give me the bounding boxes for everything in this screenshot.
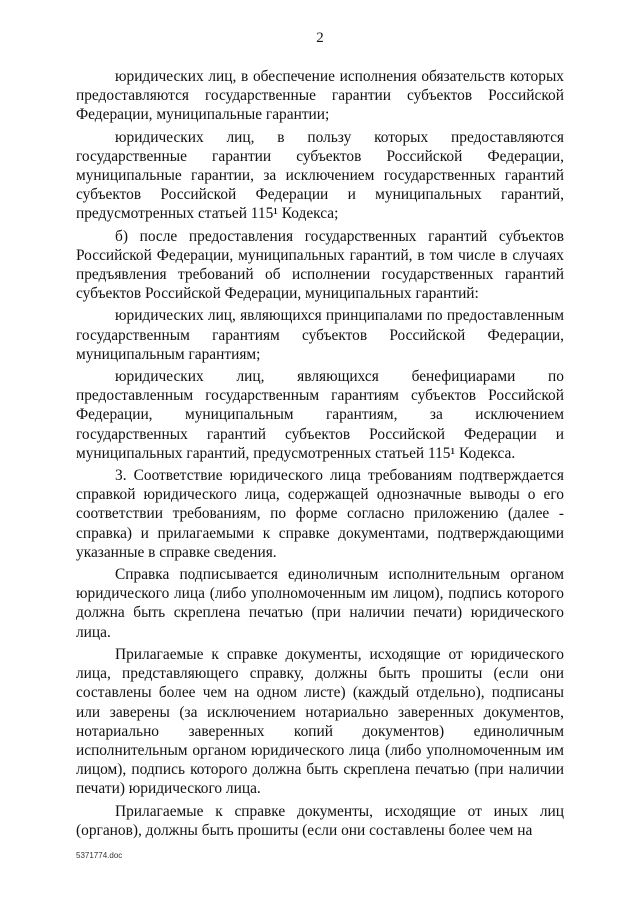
paragraph-subsection-b: б) после предоставления государственных гарантий субъектов Российской Федерации, муниципальных гарантий, в том числе в случаях предъявления требований об исполнении государственных гарантий субъектов Российской Федерации, муниципальных гарантий: bbox=[76, 227, 564, 303]
paragraph-attached-documents-others: Прилагаемые к справке документы, исходящие от иных лиц (органов), должны быть прошиты (если они составлены более чем на bbox=[76, 802, 564, 839]
document-file-code: 5371774.doc bbox=[76, 851, 123, 860]
paragraph-attached-documents-own: Прилагаемые к справке документы, исходящие от юридического лица, представляющего справку, должны быть прошиты (если они составлены более чем на одном листе) (каждый отдельно), подписаны или заверены (за исключением нотариально заверенных документов, нотариально заверенных копий документов) единоличным исполнительным органом юридического лица (либо уполномоченным им лицом), подпись которого должна быть скреплена печатью (при наличии печати) юридического лица. bbox=[76, 645, 564, 798]
paragraph-section-3: 3. Соответствие юридического лица требованиям подтверждается справкой юридического лица, содержащей однозначные выводы о его соответствии требованиям, по форме согласно приложению (далее - справка) и прилагаемыми к справке документами, подтверждающими указанные в справке сведения. bbox=[76, 467, 564, 561]
paragraph-legal-entities-beneficiaries: юридических лиц, в пользу которых предоставляются государственные гарантии субъектов Российской Федерации, муниципальные гарантии, за исключением государственных гарантий субъектов Российской Федерации и муниципальных гарантий, предусмотренных статьей 115¹ Кодекса; bbox=[76, 128, 564, 223]
page-number: 2 bbox=[316, 30, 324, 46]
document-body bbox=[76, 67, 564, 843]
paragraph-principals: юридических лиц, являющихся принципалами по предоставленным государственным гарантиям субъектов Российской Федерации, муниципальным гарантиям; bbox=[76, 307, 564, 363]
paragraph-beneficiaries: юридических лиц, являющихся бенефициарами по предоставленным государственным гарантиям субъектов Российской Федерации, муниципальным гарантиям, за исключением государственных гарантий субъектов Российской Федерации и муниципальных гарантий, предусмотренных статьей 115¹ Кодекса. bbox=[76, 368, 564, 462]
paragraph-signature: Справка подписывается единоличным исполнительным органом юридического лица (либо уполномоченным им лицом), подпись которого должна быть скреплена печатью (при наличии печати) юридического лица. bbox=[76, 566, 564, 641]
paragraph-legal-entities-obligations: юридических лиц, в обеспечение исполнения обязательств которых предоставляются государственные гарантии субъектов Российской Федерации, муниципальные гарантии; bbox=[76, 68, 564, 124]
